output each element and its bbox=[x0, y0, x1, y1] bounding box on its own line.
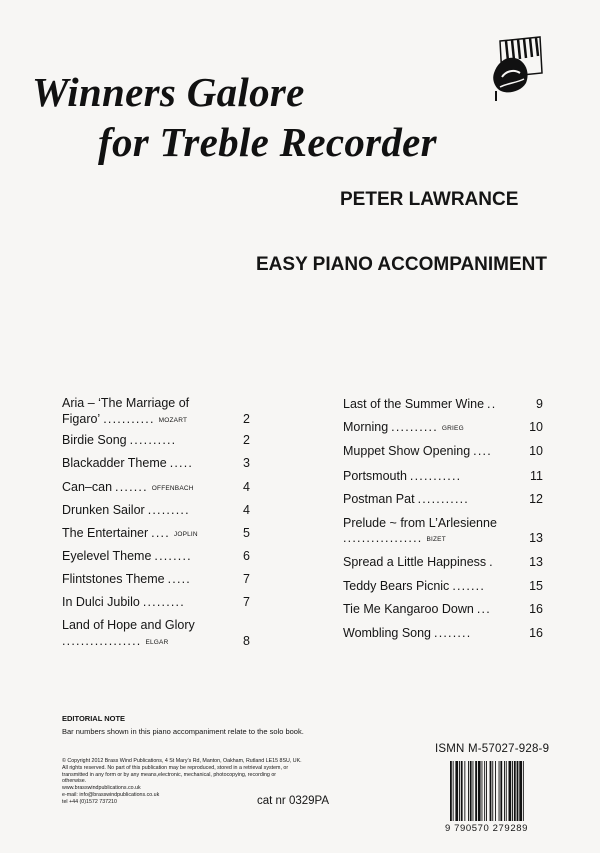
dot-leader: ..... bbox=[167, 572, 191, 586]
entry-composer: OFFENBACH bbox=[151, 485, 194, 492]
dot-leader: ........... bbox=[417, 492, 469, 506]
dot-leader: ... bbox=[476, 602, 491, 616]
website-line: www.brasswindpublications.co.uk bbox=[62, 785, 141, 792]
contents-left-column bbox=[62, 394, 250, 654]
dot-leader: .... bbox=[473, 444, 492, 458]
entry-page: 13 bbox=[529, 555, 543, 569]
dot-leader: .......... bbox=[129, 433, 177, 447]
entry-title: Muppet Show Opening bbox=[343, 444, 471, 458]
contents-entry bbox=[62, 632, 250, 650]
entry-title: Spread a Little Happiness bbox=[343, 555, 487, 569]
entry-title: Land of Hope and Glory bbox=[62, 618, 195, 632]
copyright-line: otherwise. bbox=[62, 778, 87, 785]
contents-entry bbox=[62, 501, 250, 519]
entry-title: Eyelevel Theme bbox=[62, 549, 152, 563]
copyright-line: All rights reserved. No part of this publication may be reproduced, stored in a retrieval system, or bbox=[62, 764, 289, 771]
contents-entry bbox=[62, 410, 250, 428]
dot-leader: ........ bbox=[154, 549, 192, 563]
contents-entry bbox=[343, 600, 543, 618]
dot-leader: ................. bbox=[343, 531, 423, 545]
entry-title: Wombling Song bbox=[343, 626, 432, 640]
catalog-number: cat nr 0329PA bbox=[257, 795, 330, 807]
contents-entry bbox=[343, 418, 543, 436]
copyright-block bbox=[62, 758, 392, 806]
contents-right-column bbox=[343, 394, 543, 654]
copyright-line: © Copyright 2012 Brass Wind Publications, 4 St Mary’s Rd, Manton, Oakham, Rutland LE15 8SU, UK. bbox=[62, 758, 302, 764]
contents-entry bbox=[343, 467, 543, 485]
phone-line: tel +44 (0)1572 737210 bbox=[62, 798, 117, 805]
dot-leader: ..... bbox=[169, 456, 194, 470]
dot-leader: ....... bbox=[115, 480, 148, 494]
entry-page: 3 bbox=[243, 456, 250, 470]
contents-entry bbox=[62, 547, 250, 565]
entry-page: 10 bbox=[529, 420, 543, 434]
entry-composer: GRIEG bbox=[441, 425, 464, 432]
editorial-heading: EDITORIAL NOTE bbox=[62, 714, 126, 723]
ismn-label: ISMN M-57027-928-9 bbox=[435, 743, 550, 755]
dot-leader: .......... bbox=[391, 420, 438, 434]
entry-page: 4 bbox=[243, 480, 250, 494]
dot-leader: .... bbox=[151, 526, 170, 540]
entry-title: Portsmouth bbox=[343, 469, 407, 483]
email-line: e-mail: info@brasswindpublications.co.uk bbox=[62, 791, 160, 798]
dot-leader: ......... bbox=[142, 595, 185, 609]
dot-leader: ........ bbox=[434, 626, 472, 640]
entry-composer: BIZET bbox=[426, 536, 446, 543]
entry-title: Drunken Sailor bbox=[62, 503, 145, 517]
entry-page: 16 bbox=[529, 602, 543, 616]
contents-entry bbox=[62, 524, 250, 542]
entry-composer: ELGAR bbox=[145, 639, 169, 646]
entry-title: Aria – ‘The Marriage of bbox=[62, 396, 190, 410]
entry-composer: MOZART bbox=[158, 417, 188, 424]
contents-entry bbox=[62, 593, 250, 611]
entry-page: 15 bbox=[529, 579, 543, 593]
dot-leader: ........... bbox=[103, 412, 155, 426]
barcode-icon bbox=[450, 761, 546, 821]
entry-page: 16 bbox=[529, 626, 543, 640]
entry-page: 7 bbox=[243, 595, 250, 609]
dot-leader: .. bbox=[487, 397, 497, 411]
entry-page: 5 bbox=[243, 526, 250, 540]
entry-page: 4 bbox=[243, 503, 250, 517]
contents-entry bbox=[62, 431, 250, 449]
entry-title: Flintstones Theme bbox=[62, 572, 165, 586]
contents-entry bbox=[343, 553, 543, 571]
dot-leader: ....... bbox=[452, 579, 486, 593]
entry-title: Birdie Song bbox=[62, 433, 127, 447]
dot-leader: . bbox=[489, 555, 494, 569]
entry-title: Postman Pat bbox=[343, 492, 415, 506]
entry-title: Blackadder Theme bbox=[62, 456, 167, 470]
entry-title: Prelude ~ from L’Arlesienne bbox=[343, 516, 497, 530]
entry-page: 13 bbox=[529, 531, 543, 545]
copyright-line: transmitted in any form or by any means,electronic, mechanical, photocopying, recording or bbox=[62, 771, 277, 778]
contents-entry bbox=[62, 454, 250, 472]
entry-page: 11 bbox=[530, 469, 543, 483]
entry-title: The Entertainer bbox=[62, 526, 149, 540]
entry-title: In Dulci Jubilo bbox=[62, 595, 140, 609]
subtitle: EASY PIANO ACCOMPANIMENT bbox=[256, 254, 548, 275]
title-line-2: for Treble Recorder bbox=[98, 119, 437, 165]
entry-page: 2 bbox=[243, 412, 250, 426]
contents-entry bbox=[343, 624, 543, 642]
entry-title: Figaro’ bbox=[62, 412, 101, 426]
dot-leader: ......... bbox=[147, 503, 190, 517]
dot-leader: ........... bbox=[409, 469, 462, 483]
contents-entry bbox=[343, 529, 543, 547]
entry-page: 9 bbox=[536, 397, 543, 411]
entry-title: Teddy Bears Picnic bbox=[343, 579, 450, 593]
entry-title: Can–can bbox=[62, 480, 113, 494]
contents-entry bbox=[343, 577, 543, 595]
entry-page: 6 bbox=[243, 549, 250, 563]
contents-entry bbox=[62, 570, 250, 588]
entry-composer: JOPLIN bbox=[173, 531, 198, 538]
barcode-digits: 9 790570 279289 bbox=[445, 823, 528, 834]
entry-title: Tie Me Kangaroo Down bbox=[343, 602, 474, 616]
editorial-text: Bar numbers shown in this piano accompaniment relate to the solo book. bbox=[62, 727, 304, 736]
contents-entry bbox=[62, 478, 250, 496]
entry-page: 8 bbox=[243, 634, 250, 648]
contents-entry bbox=[343, 395, 543, 413]
entry-page: 7 bbox=[243, 572, 250, 586]
entry-title: Morning bbox=[343, 420, 389, 434]
author-name: PETER LAWRANCE bbox=[340, 189, 519, 210]
contents-entry bbox=[343, 490, 543, 508]
entry-title: Last of the Summer Wine bbox=[343, 397, 485, 411]
dot-leader: ................. bbox=[62, 634, 142, 648]
title-line-1: Winners Galore bbox=[32, 69, 305, 115]
piano-hand-logo-icon bbox=[490, 33, 544, 103]
entry-page: 10 bbox=[529, 444, 543, 458]
entry-page: 2 bbox=[243, 433, 250, 447]
entry-page: 12 bbox=[529, 492, 543, 506]
contents-entry bbox=[343, 442, 543, 460]
